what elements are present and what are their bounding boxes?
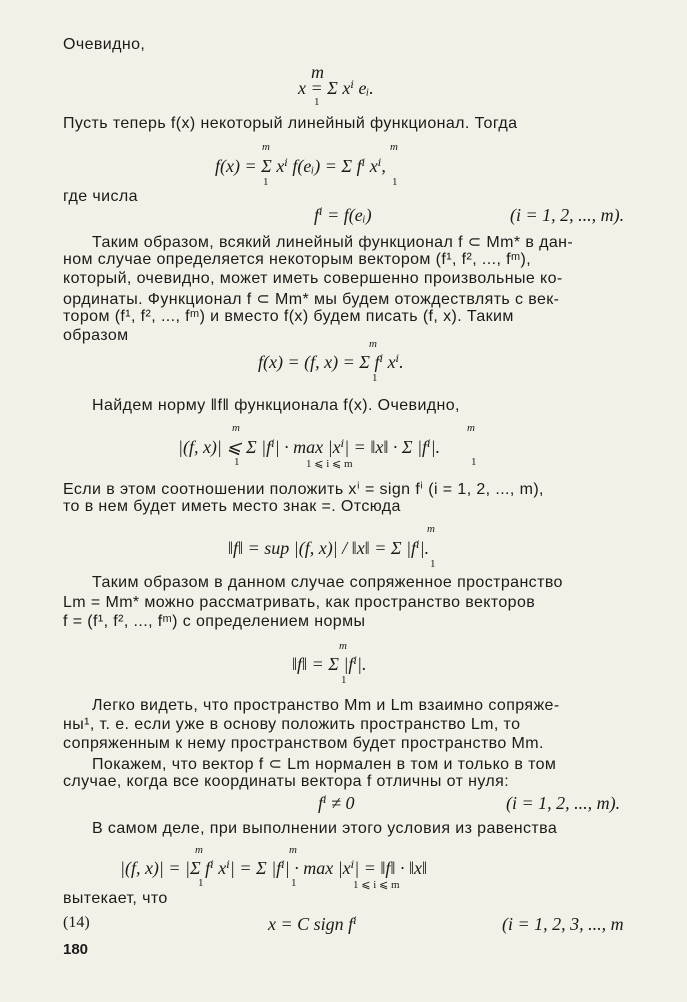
sum-lower-10: 1 — [291, 877, 297, 889]
text-line-5: ном случае определяется некоторым вектором (f¹, f², ..., fᵐ), — [63, 251, 532, 268]
equation-norm-definition: ‖f‖ = Σ |fⁱ|. — [292, 654, 367, 674]
sum-lower-3: 1 — [392, 176, 398, 188]
text-line-8: тором (f¹, f², ..., fᵐ) и вместо f(x) будем писать (f, x). Таким — [63, 308, 514, 325]
equation-norm-inequality: |(f, x)| ⩽ Σ |fⁱ| · max |xⁱ| = ‖x‖ · Σ |fⁱ|. — [178, 437, 441, 457]
sum-lower-4: 1 — [372, 372, 378, 384]
sum-upper-1: m — [311, 62, 324, 82]
sum-lower-2: 1 — [263, 176, 269, 188]
text-line-18: сопряженным к нему пространством будет пространство Mm. — [63, 735, 544, 752]
sum-upper-3: m — [390, 141, 398, 153]
equation-basis-expansion: x = Σ xⁱ eᵢ. — [298, 78, 374, 98]
sum-lower-1: 1 — [314, 96, 320, 108]
text-line-11: Если в этом соотношении положить xⁱ = sign fⁱ (i = 1, 2, ..., m), — [63, 481, 544, 498]
sum-upper-9: m — [195, 844, 203, 856]
index-range-3: (i = 1, 2, 3, ..., m — [502, 914, 624, 934]
text-line-3: где числа — [63, 188, 138, 205]
text-line-13: Таким образом в данном случае сопряженное пространство — [92, 574, 563, 591]
equation-equality-case: |(f, x)| = |Σ fⁱ xⁱ| = Σ |fⁱ| · max |xⁱ| = ‖f‖ · ‖x‖ — [120, 858, 428, 878]
sum-upper-7: m — [427, 523, 435, 535]
text-line-17: ны¹, т. е. если уже в основу положить пространство Lm, то — [63, 716, 521, 733]
equation-functional-expansion: f(x) = Σ xⁱ f(eᵢ) = Σ fⁱ xⁱ, — [215, 156, 386, 176]
index-range-2: (i = 1, 2, ..., m). — [506, 793, 621, 813]
sum-upper-6: m — [467, 422, 475, 434]
max-range-1: 1 ⩽ i ⩽ m — [306, 458, 353, 470]
max-range-2: 1 ⩽ i ⩽ m — [353, 879, 400, 891]
text-line-22: вытекает, что — [63, 890, 168, 907]
equation-inner-product: f(x) = (f, x) = Σ fⁱ xⁱ. — [258, 352, 404, 372]
text-line-7: ординаты. Функционал f ⊂ Mm* мы будем отождествлять с век- — [63, 291, 560, 308]
sum-upper-4: m — [369, 338, 377, 350]
text-line-6: который, очевидно, может иметь совершенно произвольные ко- — [63, 270, 563, 287]
sum-upper-2: m — [262, 141, 270, 153]
text-line-12: то в нем будет иметь место знак =. Отсюда — [63, 498, 401, 515]
text-line-4: Таким образом, всякий линейный функционал f ⊂ Mm* в дан- — [92, 234, 574, 251]
sum-upper-8: m — [339, 640, 347, 652]
sum-lower-6: 1 — [471, 456, 477, 468]
text-line-1: Очевидно, — [63, 36, 146, 53]
equation-coefficients: fⁱ = f(eᵢ) — [314, 205, 372, 225]
index-range-1: (i = 1, 2, ..., m). — [510, 205, 625, 225]
text-line-16: Легко видеть, что пространство Mm и Lm взаимно сопряже- — [92, 697, 560, 714]
sum-lower-7: 1 — [430, 558, 436, 570]
text-line-20: случае, когда все координаты вектора f отличны от нуля: — [63, 773, 510, 790]
text-line-19: Покажем, что вектор f ⊂ Lm нормален в том и только в том — [92, 756, 557, 773]
equation-number: (14) — [63, 914, 90, 931]
equation-sign-solution: x = C sign fⁱ — [268, 914, 357, 934]
text-line-14: Lm = Mm* можно рассматривать, как пространство векторов — [63, 594, 536, 611]
text-line-21: В самом деле, при выполнении этого условия из равенства — [92, 820, 558, 837]
text-line-2: Пусть теперь f(x) некоторый линейный функционал. Тогда — [63, 115, 518, 132]
text-line-15: f = (f¹, f², ..., fᵐ) с определением нормы — [63, 613, 366, 630]
sum-upper-5: m — [232, 422, 240, 434]
text-line-10: Найдем норму ‖f‖ функционала f(x). Очевидно, — [92, 397, 460, 414]
sum-upper-10: m — [289, 844, 297, 856]
sum-lower-8: 1 — [341, 674, 347, 686]
sum-lower-5: 1 — [234, 456, 240, 468]
page-number: 180 — [63, 941, 89, 958]
equation-nonzero-condition: fⁱ ≠ 0 — [318, 793, 355, 813]
sum-lower-9: 1 — [198, 877, 204, 889]
text-line-9: образом — [63, 327, 129, 344]
equation-norm-sup: ‖f‖ = sup |(f, x)| / ‖x‖ = Σ |fⁱ|. — [228, 538, 430, 558]
